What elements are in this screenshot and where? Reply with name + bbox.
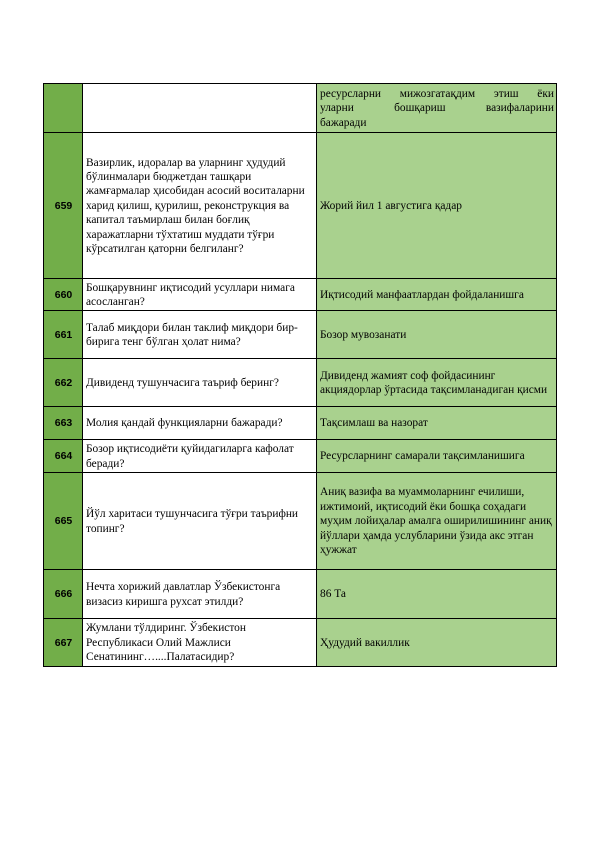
table-row xyxy=(44,473,557,570)
row-number: 664 xyxy=(44,440,83,473)
table-row xyxy=(44,570,557,619)
row-number: 667 xyxy=(44,619,83,667)
answer-cell: 86 Та xyxy=(317,570,557,619)
row-number: 666 xyxy=(44,570,83,619)
answer-line: ресурсларни мижозгатақдим этиш ёки xyxy=(320,87,554,100)
question-cell: Вазирлик, идоралар ва уларнинг ҳудудий бўлинмалари бюджетдан ташқари жамғармалар ҳисобидан асосий воситаларни харид қилиш, қурилиш, реконструкция ва капитал таъмирлаш билан боғлиқ харажатларни тўхтатиш муддати тўғри кўрсатилган қаторни белгиланг? xyxy=(83,133,317,279)
question-cell: Талаб миқдори билан таклиф миқдори бир-бирига тенг бўлган ҳолат нима? xyxy=(83,311,317,359)
table-row xyxy=(44,359,557,407)
table-row xyxy=(44,133,557,279)
row-number: 660 xyxy=(44,279,83,311)
question-cell: Бозор иқтисодиёти қуйидагиларга кафолат беради? xyxy=(83,440,317,473)
answer-line: бажаради xyxy=(320,116,367,129)
question-cell: Нечта хорижий давлатлар Ўзбекистонга визасиз киришга рухсат этилди? xyxy=(83,570,317,619)
table-row xyxy=(44,279,557,311)
answer-cell: Аниқ вазифа ва муаммоларнинг ечилиши, ижтимоий, иқтисодий ёки бошқа соҳадаги муҳим лойиҳалар амалга оширилишининг аниқ йўллари ҳамда услубларини ўзида акс этган ҳужжат xyxy=(317,473,557,570)
answer-cell: Иқтисодий манфаатлардан фойдаланишга xyxy=(317,279,557,311)
table-row xyxy=(44,440,557,473)
row-number: 661 xyxy=(44,311,83,359)
row-number xyxy=(44,84,83,133)
answer-cell: Жорий йил 1 августига қадар xyxy=(317,133,557,279)
answer-line: уларни бошқариш вазифаларини xyxy=(320,102,554,115)
row-number: 663 xyxy=(44,407,83,440)
questions-table xyxy=(43,83,557,667)
question-cell: Жумлани тўлдиринг. Ўзбекистон Республикаси Олий Мажлиси Сенатининг…....Палатасидир? xyxy=(83,619,317,667)
answer-cell: Ҳудудий вакиллик xyxy=(317,619,557,667)
row-number: 662 xyxy=(44,359,83,407)
question-cell: Йўл харитаси тушунчасига тўғри таърифни топинг? xyxy=(83,473,317,570)
question-cell: Дивиденд тушунчасига таъриф беринг? xyxy=(83,359,317,407)
table-row xyxy=(44,311,557,359)
table-row xyxy=(44,407,557,440)
answer-cell: Ресурсларнинг самарали тақсимланишига xyxy=(317,440,557,473)
answer-cell: Тақсимлаш ва назорат xyxy=(317,407,557,440)
question-cell: Бошқарувнинг иқтисодий усуллари нимага асосланган? xyxy=(83,279,317,311)
answer-cell: Бозор мувозанати xyxy=(317,311,557,359)
question-cell: Молия қандай функцияларни бажаради? xyxy=(83,407,317,440)
row-number: 659 xyxy=(44,133,83,279)
question-cell xyxy=(83,84,317,133)
answer-cell: Дивиденд жамият соф фойдасининг акциядорлар ўртасида тақсимланадиган қисми xyxy=(317,359,557,407)
answer-cell xyxy=(317,84,557,133)
table-row xyxy=(44,84,557,133)
table-row xyxy=(44,619,557,667)
row-number: 665 xyxy=(44,473,83,570)
